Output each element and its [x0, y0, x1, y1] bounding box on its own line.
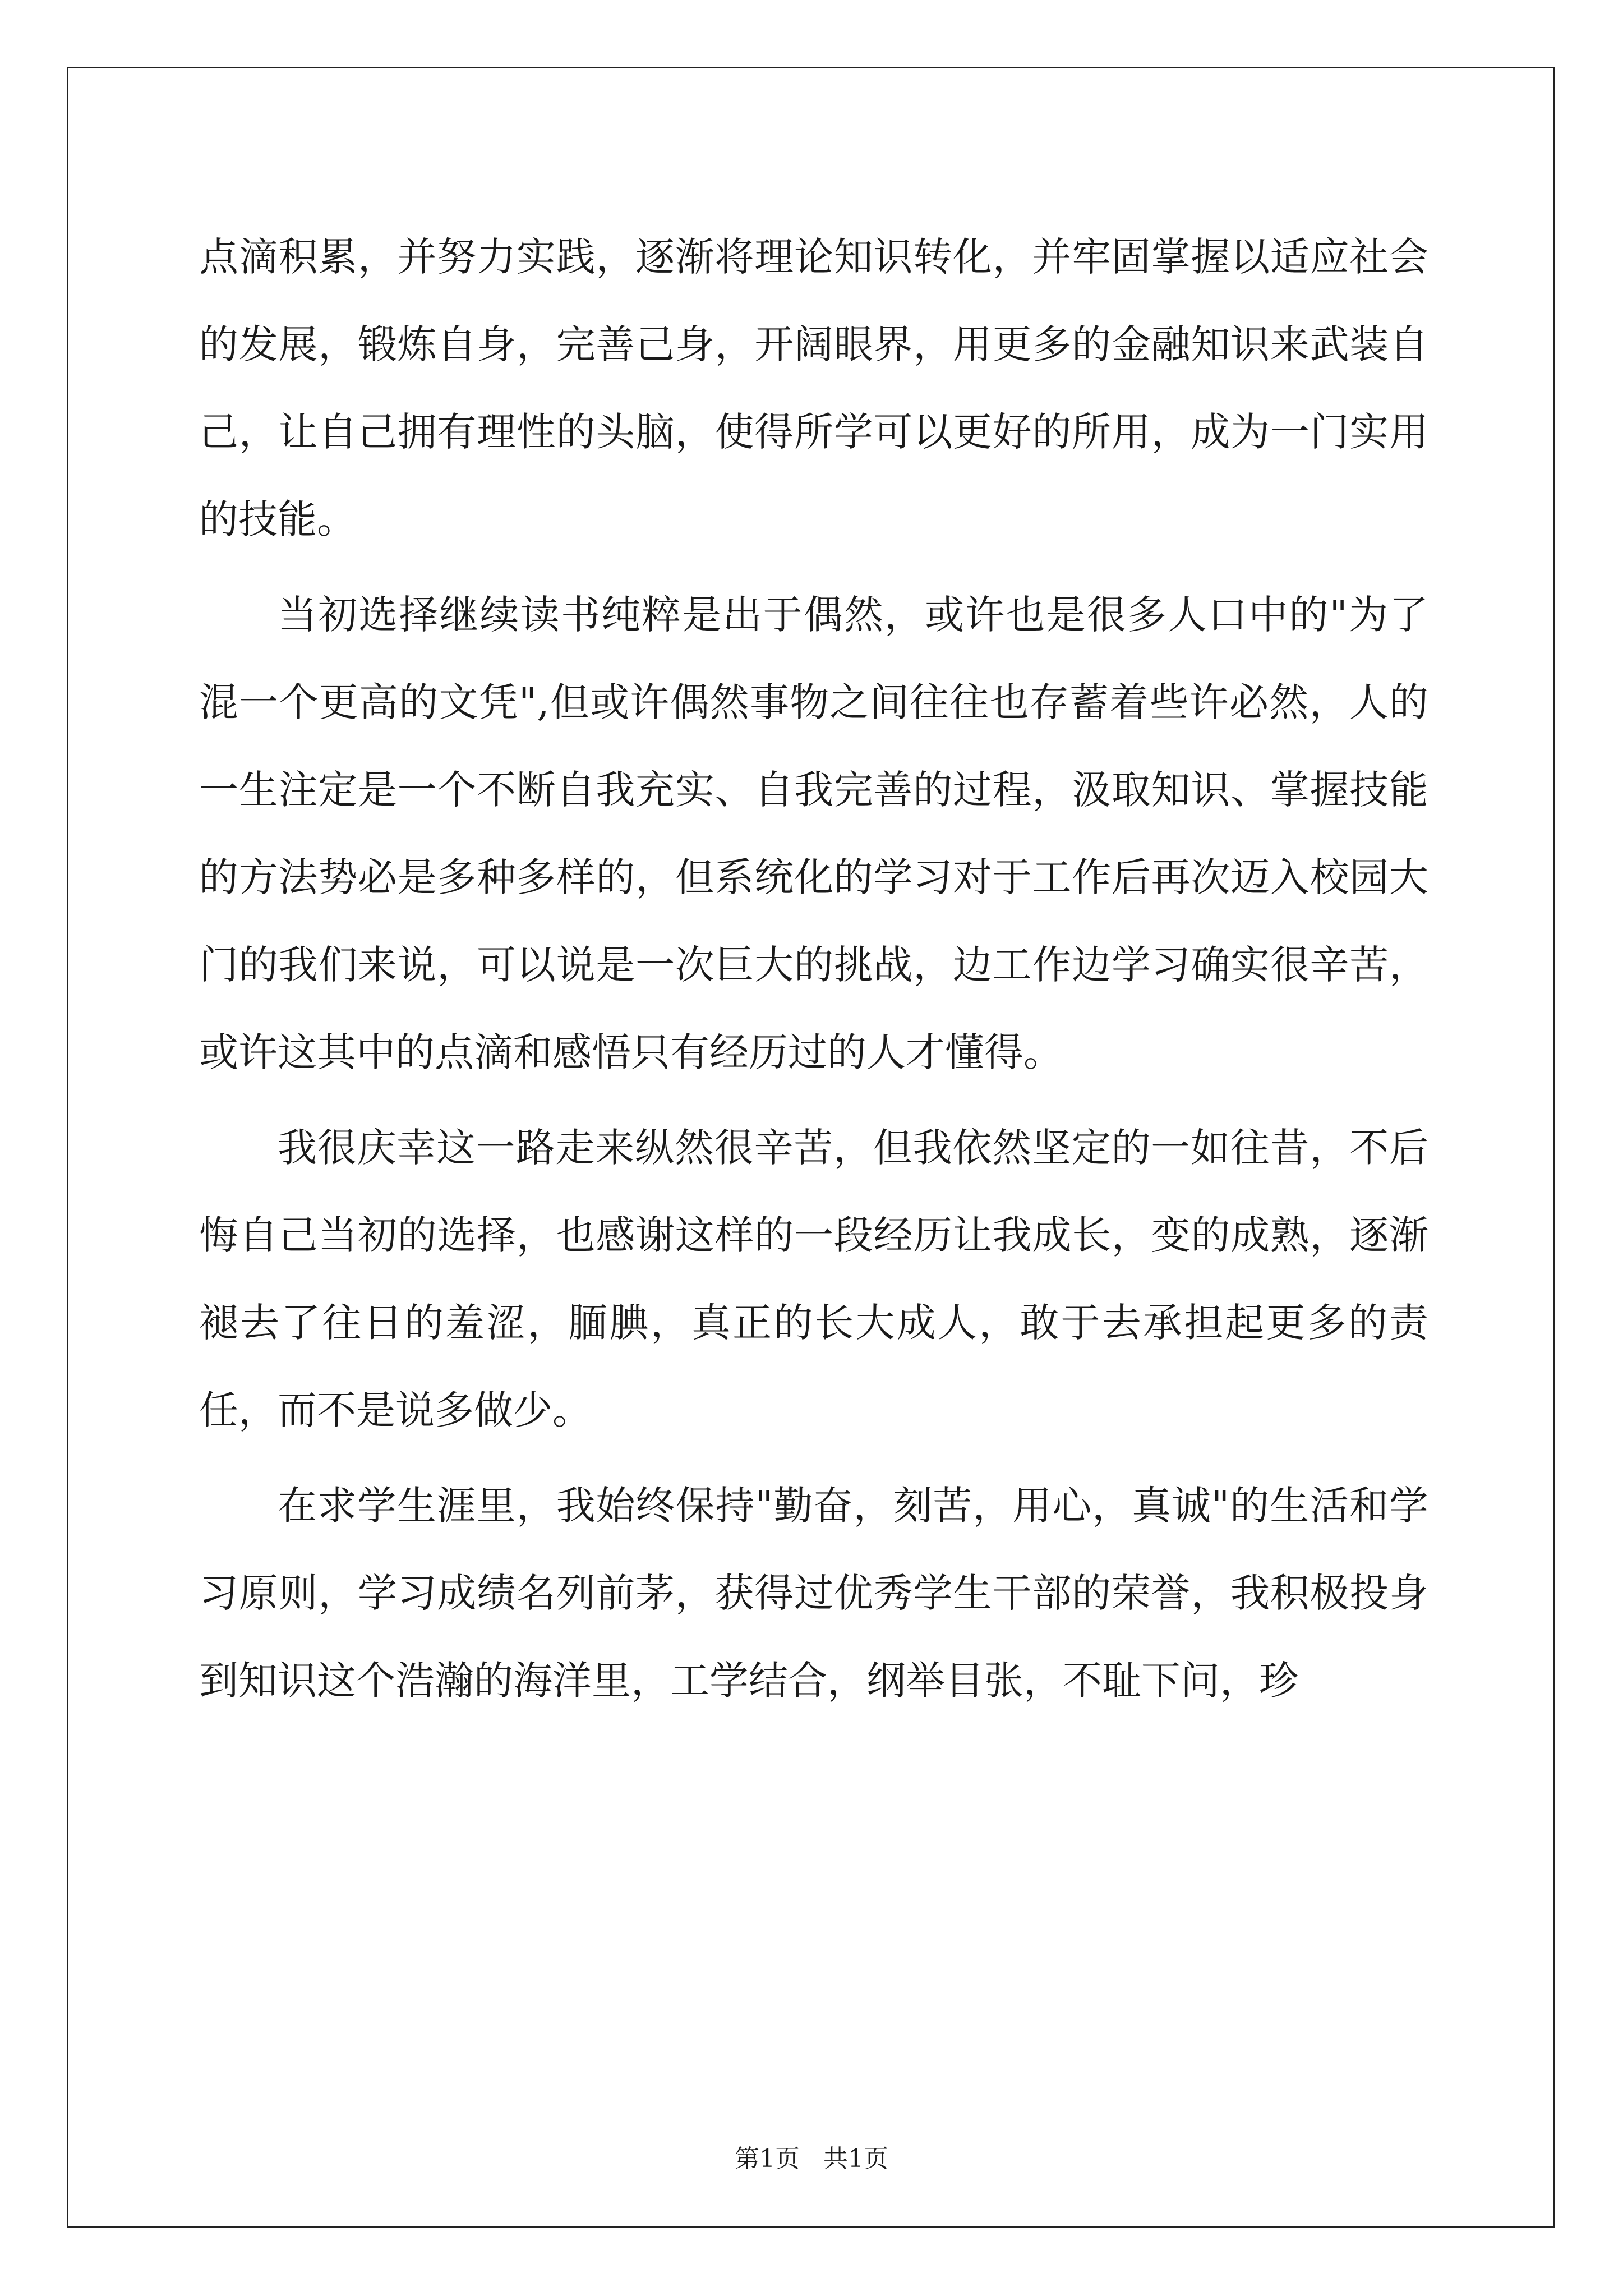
paragraph-3: 我很庆幸这一路走来纵然很辛苦，但我依然坚定的一如往昔，不后悔自己当初的选择，也感谢这样的一段经历让我成长，变的成熟，逐渐褪去了往日的羞涩，腼腆，真正的长大成人，敢于去承担起更多的责任，而不是说多做少。 — [199, 1125, 1428, 1433]
paragraph-2: 当初选择继续读书纯粹是出于偶然，或许也是很多人口中的"为了混一个更高的文凭",但或许偶然事物之间往往也存蓄着些许必然，人的一生注定是一个不断自我充实、自我完善的过程，汲取知识、掌握技能的方法势必是多种多样的，但系统化的学习对于工作后再次迈入校园大门的我们来说，可以说是一次巨大的挑战，边工作边学习确实很辛苦，或许这其中的点滴和感悟只有经历过的人才懂得。 — [199, 592, 1428, 1075]
paragraph-1: 点滴积累，并努力实践，逐渐将理论知识转化，并牢固掌握以适应社会的发展，锻炼自身，完善己身，开阔眼界，用更多的金融知识来武装自己，让自己拥有理性的头脑，使得所学可以更好的所用，成为一门实用的技能。 — [199, 234, 1428, 542]
document-body — [199, 213, 1428, 1724]
paragraph-4: 在求学生涯里，我始终保持"勤奋，刻苦，用心，真诚"的生活和学习原则，学习成绩名列前茅，获得过优秀学生干部的荣誉，我积极投身到知识这个浩瀚的海洋里，工学结合，纲举目张，不耻下问，珍 — [199, 1483, 1428, 1704]
page-number-footer: 第1页 共1页 — [735, 2145, 888, 2173]
